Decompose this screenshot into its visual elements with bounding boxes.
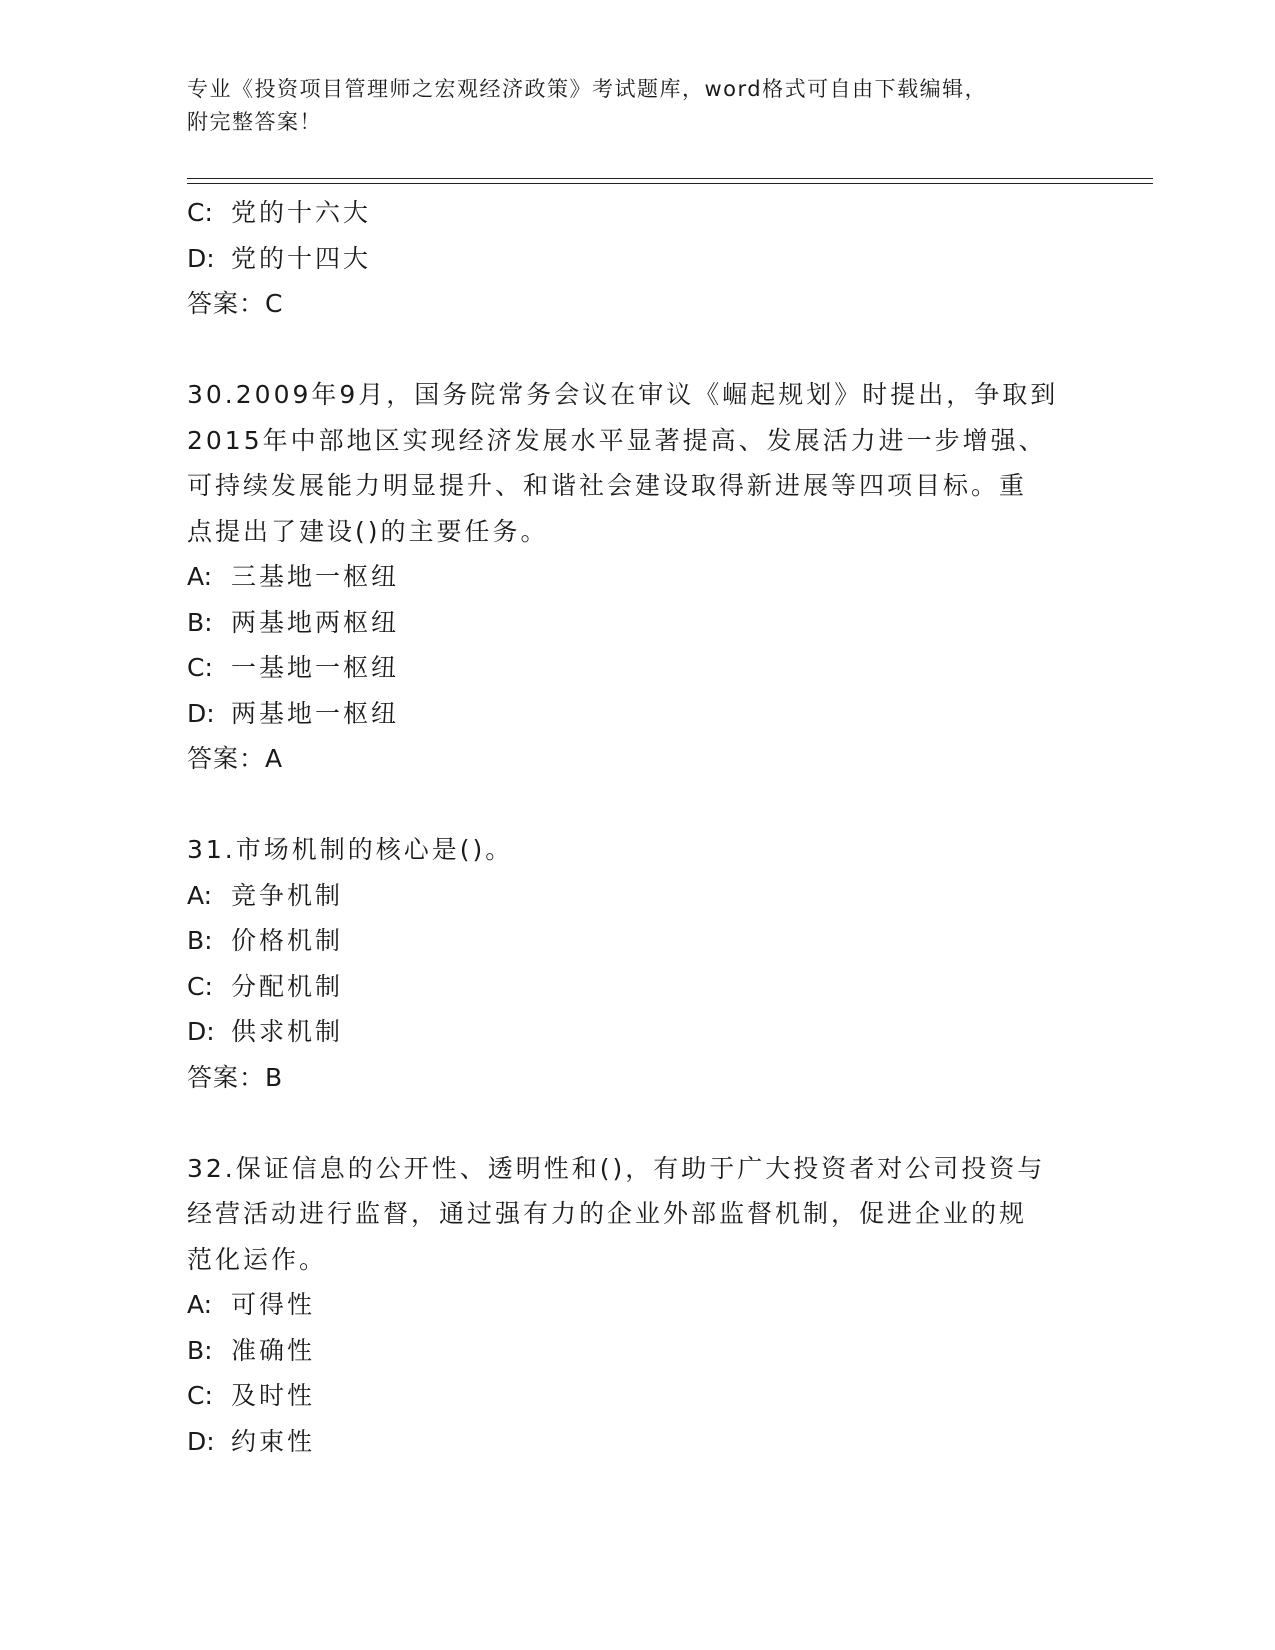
option-label: B: [187,926,213,955]
option-label: A: [187,880,213,910]
option-d [187,1419,1087,1465]
option-label: B: [187,607,213,637]
option-text: 两基地两枢纽 [231,607,400,637]
header-divider-bottom [187,183,1153,184]
answer-line: 答案：A [187,744,284,773]
option-c [187,645,1087,691]
option-text: 准确性 [231,1335,316,1365]
option-b [187,918,1087,964]
spacer [187,782,1087,828]
header-divider-top [187,178,1153,179]
question-text-line: 经营活动进行监督，通过强有力的企业外部监督机制，促进企业的规 [187,1199,1028,1228]
answer-line: 答案：C [187,289,284,318]
question-text-line: 31.市场机制的核心是()。 [187,835,514,864]
option-text: 竞争机制 [231,880,344,910]
page-header [187,73,1067,139]
question-text-line: 32.保证信息的公开性、透明性和()，有助于广大投资者对公司投资与 [187,1153,1046,1183]
option-text: 及时性 [231,1381,316,1410]
option-text: 一基地一枢纽 [231,653,400,682]
option-c [187,190,1087,236]
option-label: C: [187,1381,213,1410]
option-label: A: [187,1290,213,1319]
option-label: C: [187,198,213,227]
question-text-line: 30.2009年9月，国务院常务会议在审议《崛起规划》时提出，争取到 [187,380,1059,409]
option-label: D: [187,1426,215,1456]
option-d [187,236,1087,282]
option-label: C: [187,653,213,682]
option-label: D: [187,1017,215,1046]
spacer [187,1100,1087,1146]
option-text: 供求机制 [231,1017,344,1046]
question-text-line: 可持续发展能力明显提升、和谐社会建设取得新进展等四项目标。重 [187,471,1028,500]
question-content [187,190,1087,1464]
option-text: 分配机制 [231,971,344,1001]
option-a [187,554,1087,600]
option-text: 三基地一枢纽 [231,562,400,591]
option-a [187,1282,1087,1328]
question-32 [187,1146,1087,1465]
option-d [187,691,1087,737]
option-text: 党的十四大 [231,243,372,273]
option-b [187,1328,1087,1374]
spacer [187,327,1087,373]
option-text: 两基地一枢纽 [231,698,400,728]
question-30 [187,372,1087,782]
question-31 [187,827,1087,1100]
option-label: B: [187,1335,213,1365]
header-line-1: 专业《投资项目管理师之宏观经济政策》考试题库，word格式可自由下载编辑， [187,77,988,101]
option-b [187,600,1087,646]
question-text-line: 点提出了建设()的主要任务。 [187,516,549,546]
question-text-line: 2015年中部地区实现经济发展水平显著提高、发展活力进一步增强、 [187,425,1047,455]
option-text: 可得性 [231,1290,316,1319]
option-text: 价格机制 [231,926,344,955]
option-label: D: [187,243,215,273]
answer-line: 答案：B [187,1062,284,1092]
option-c [187,1373,1087,1419]
option-label: C: [187,971,213,1001]
option-d [187,1009,1087,1055]
option-c [187,964,1087,1010]
question-text-line: 范化运作。 [187,1244,328,1274]
option-a [187,873,1087,919]
option-text: 党的十六大 [231,198,372,227]
option-label: A: [187,562,213,591]
header-line-2: 附完整答案！ [187,110,322,134]
option-label: D: [187,698,215,728]
option-text: 约束性 [231,1426,316,1456]
